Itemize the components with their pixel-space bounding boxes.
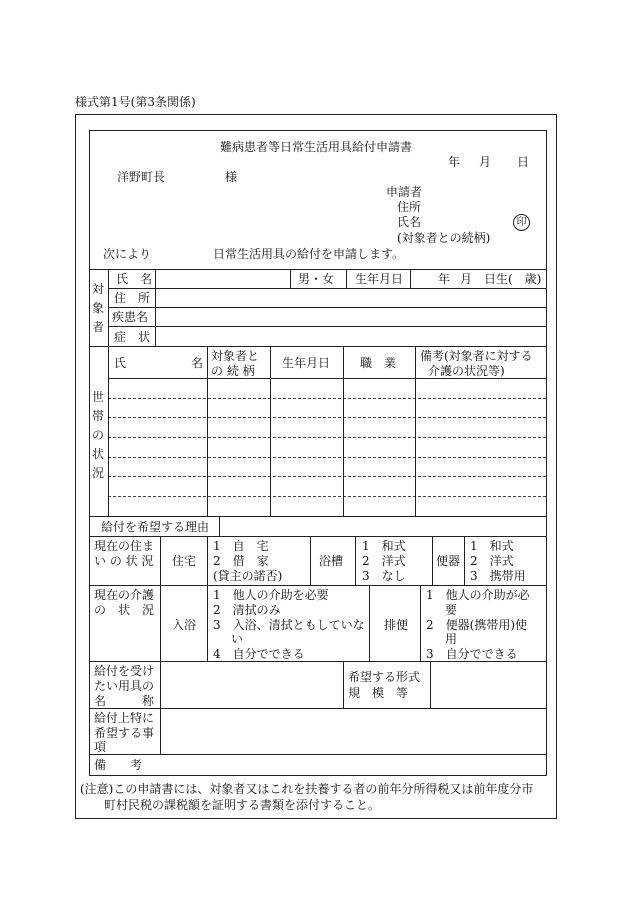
equipment-label-2: たい用具の — [94, 679, 155, 693]
subject-address-label: 住 所 — [114, 291, 151, 305]
toilet-label: 便器 — [436, 554, 461, 568]
care-label-2: の 状 況 — [94, 603, 155, 617]
household-col-birth: 生年月日 — [282, 356, 331, 370]
housing-label: 住宅 — [172, 554, 197, 568]
household-col-relation-2: の 続 柄 — [211, 364, 255, 378]
relation-label: (対象者との続柄) — [397, 231, 491, 245]
addressee: 洋野町長 — [117, 170, 166, 184]
care-bath-option-2: 2 清拭のみ — [213, 603, 281, 617]
household-col-name-b: 名 — [191, 356, 204, 370]
bathtub-label: 浴槽 — [319, 554, 344, 568]
reason-label: 給付を希望する理由 — [101, 520, 210, 534]
applicant-label: 申請者 — [386, 185, 423, 199]
date-month: 月 — [479, 155, 492, 169]
care-bath-option-3b: い — [231, 632, 244, 646]
household-col-relation-1: 対象者と — [211, 349, 260, 363]
care-bath-option-1: 1 他人の介助を必要 — [213, 588, 329, 602]
housing-option-2: 2 借 家 — [213, 554, 269, 568]
equipment-format-1: 希望する形式 — [348, 670, 421, 684]
subject-gender: 男・女 — [298, 272, 335, 286]
care-excrete-option-2b: 用 — [445, 632, 458, 646]
addressee-suffix: 様 — [225, 170, 238, 184]
remarks-label: 備 考 — [94, 758, 143, 772]
footnote-line-2: 町村民税の課税額を証明する書類を添付すること。 — [104, 798, 381, 812]
equipment-label-3: 名 称 — [94, 694, 155, 708]
toilet-option-1: 1 和式 — [470, 539, 514, 553]
care-excrete-label: 排便 — [384, 618, 409, 632]
subject-group-label: 対 象 者 — [91, 282, 104, 334]
housing-option-1: 1 自 宅 — [213, 539, 269, 553]
household-col-note-2: 介護の状況等) — [428, 364, 505, 378]
toilet-option-2: 2 洋式 — [470, 554, 514, 568]
household-col-job: 職 業 — [360, 356, 397, 370]
toilet-option-3: 3 携帯用 — [470, 569, 526, 583]
address-label: 住所 — [397, 200, 422, 214]
table-frame — [89, 130, 547, 776]
care-excrete-option-1b: 要 — [445, 603, 458, 617]
equipment-format-2: 規 模 等 — [348, 686, 409, 700]
form-title: 難病患者等日常生活用具給付申請書 — [220, 140, 413, 154]
request-prefix: 次により — [103, 247, 152, 261]
care-excrete-option-2a: 2 便器(携帯用)使 — [426, 618, 527, 632]
residence-label-2: い の 状 況 — [94, 554, 154, 568]
seal-mark: 印 — [513, 214, 530, 231]
special-label-1: 給付上特に — [94, 711, 155, 725]
subject-name-label: 氏 名 — [116, 272, 153, 286]
subject-disease-label: 疾患名 — [112, 310, 149, 324]
care-excrete-option-3: 3 自分でできる — [426, 647, 518, 661]
subject-symptom-label: 症 状 — [114, 330, 151, 344]
household-col-name-a: 氏 — [114, 356, 127, 370]
subject-birth-md: 月 日生( 歳) — [460, 272, 542, 286]
care-bath-option-4: 4 自分でできる — [213, 647, 305, 661]
household-group-label: 世 帯 の 状 況 — [91, 390, 104, 480]
residence-label-1: 現在の住ま — [94, 539, 155, 553]
date-day: 日 — [517, 155, 530, 169]
date-year: 年 — [448, 155, 461, 169]
care-label-1: 現在の介護 — [94, 588, 155, 602]
request-text: 日常生活用具の給付を申請します。 — [213, 247, 405, 261]
bathtub-option-1: 1 和式 — [362, 539, 406, 553]
household-col-note-1: 備考(対象者に対する — [420, 349, 533, 363]
care-bath-label: 入浴 — [172, 618, 197, 632]
special-label-3: 項 — [94, 740, 107, 754]
subject-birth-label: 生年月日 — [355, 272, 404, 286]
bathtub-option-3: 3 なし — [362, 569, 406, 583]
care-excrete-option-1a: 1 他人の介助が必 — [426, 588, 530, 602]
housing-option-3: (貸主の諾否) — [213, 569, 283, 583]
special-label-2: 希望する事 — [94, 726, 155, 740]
care-bath-option-3a: 3 入浴、清拭ともしていな — [213, 618, 365, 632]
equipment-label-1: 給付を受け — [94, 664, 155, 678]
footnote-line-1: (注意)この申請書には、対象者又はこれを扶養する者の前年分所得税又は前年度分市 — [80, 782, 534, 796]
form-number: 様式第1号(第3条関係) — [75, 95, 196, 109]
subject-birth-year: 年 — [438, 272, 451, 286]
name-label: 氏名 — [397, 215, 422, 229]
bathtub-option-2: 2 洋式 — [362, 554, 406, 568]
